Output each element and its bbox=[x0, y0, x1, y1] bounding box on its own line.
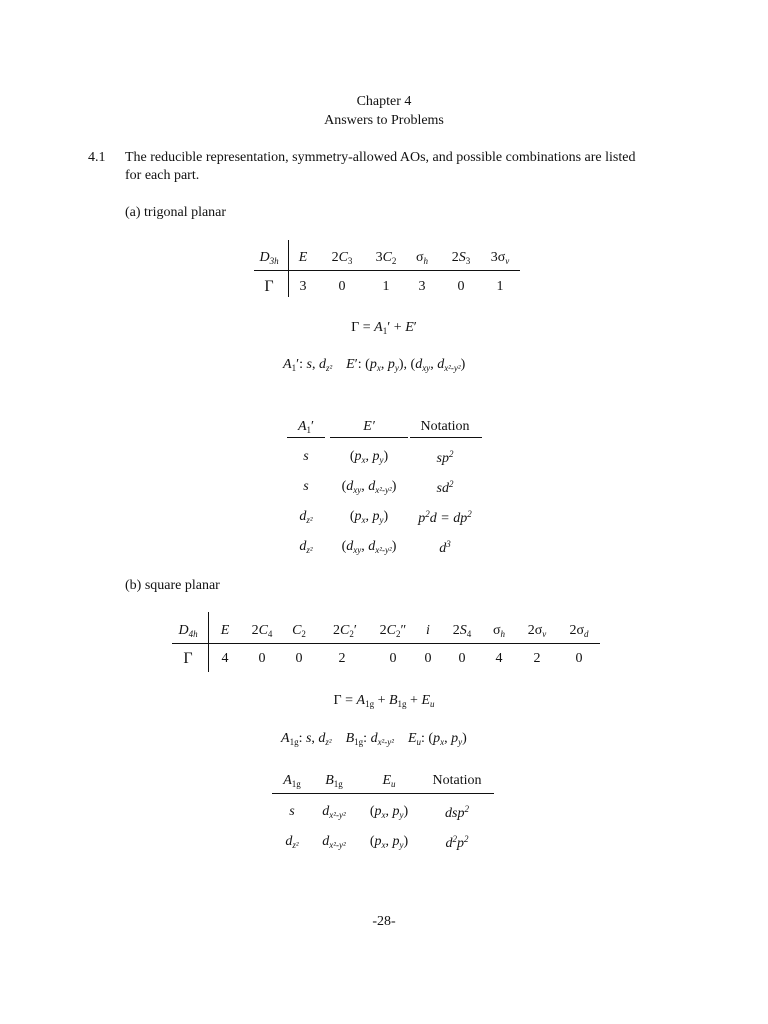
combo-cell: ($p_x$, $p_y$) bbox=[349, 449, 389, 465]
class-header: $2S_3$ bbox=[451, 250, 471, 266]
problem-text-line-1: The reducible representation, symmetry-allowed AOs, and possible combinations are listed bbox=[125, 150, 636, 165]
symmetry-orbitals-b: $A_{1g}$: s, $d_{z^2}$ $B_{1g}$: $d_{x^2-y^2}$ $E_u$: ($p_x$, $p_y$) bbox=[281, 731, 467, 747]
notation-cell: $p^2d = dp^2$ bbox=[418, 509, 472, 526]
combo-cell: $d_{x^2-y^2}$ bbox=[322, 834, 346, 850]
header-rule bbox=[287, 437, 325, 438]
reduction-equation-a: $\Gamma = A_1' + E'$ bbox=[351, 320, 417, 336]
notation-cell: $sp^2$ bbox=[436, 449, 454, 466]
gamma-value: 0 bbox=[295, 651, 303, 666]
gamma-value: 4 bbox=[221, 651, 229, 666]
table-divider-horizontal bbox=[172, 643, 600, 644]
gamma-value: 1 bbox=[382, 279, 390, 294]
class-header: $2C_4$ bbox=[251, 623, 273, 639]
combo-cell: ($p_x$, $p_y$) bbox=[349, 509, 389, 525]
combo-cell: $d_{z^2}$ bbox=[285, 834, 299, 850]
gamma-value: 0 bbox=[338, 279, 346, 294]
part-a-label: (a) trigonal planar bbox=[125, 205, 227, 220]
combo-cell: ($d_{xy}$, $d_{x^2-y^2}$) bbox=[341, 479, 397, 495]
column-header: Notation bbox=[420, 419, 470, 434]
class-header: $2\sigma_v$ bbox=[527, 623, 547, 639]
chapter-title: Chapter 4 bbox=[356, 94, 412, 109]
class-header: $\sigma_h$ bbox=[492, 623, 506, 639]
table-divider-vertical bbox=[288, 240, 289, 297]
gamma-label: Γ bbox=[183, 650, 193, 667]
combo-cell: s bbox=[289, 804, 295, 819]
part-b-label: (b) square planar bbox=[125, 578, 220, 593]
gamma-value: 0 bbox=[575, 651, 583, 666]
class-header: E bbox=[220, 623, 230, 638]
page-subtitle: Answers to Problems bbox=[324, 113, 444, 128]
gamma-value: 2 bbox=[533, 651, 541, 666]
symmetry-orbitals-a: $A_1'$: s, $d_{z^2}$ E′: ($p_x$, $p_y$), ($d_{xy}$, $d_{x^2-y^2}$) bbox=[283, 357, 466, 373]
combo-cell: $d_{z^2}$ bbox=[299, 509, 313, 525]
gamma-value: 4 bbox=[495, 651, 503, 666]
problem-text-line-2: for each part. bbox=[125, 168, 200, 183]
class-header: $3C_2$ bbox=[375, 250, 397, 266]
combo-cell: ($p_x$, $p_y$) bbox=[369, 804, 409, 820]
combo-cell: $d_{x^2-y^2}$ bbox=[322, 804, 346, 820]
gamma-label: Γ bbox=[264, 278, 274, 295]
combo-cell: s bbox=[303, 449, 309, 464]
gamma-value: 2 bbox=[338, 651, 346, 666]
class-header: $2\sigma_d$ bbox=[569, 623, 589, 639]
class-header: $2C_2'$ bbox=[333, 623, 357, 639]
class-header: i bbox=[426, 623, 430, 638]
point-group-label: $D_{3h}$ bbox=[259, 250, 279, 266]
reduction-equation-b: $\Gamma = A_{1g} + B_{1g} + E_u$ bbox=[333, 693, 435, 709]
gamma-value: 1 bbox=[496, 279, 504, 294]
gamma-value: 0 bbox=[458, 651, 466, 666]
gamma-value: 0 bbox=[424, 651, 432, 666]
table-divider-horizontal bbox=[254, 270, 520, 271]
notation-cell: $sd^2$ bbox=[436, 479, 454, 496]
gamma-value: 3 bbox=[299, 279, 307, 294]
class-header: $2C_2''$ bbox=[379, 623, 407, 639]
point-group-label: $D_{4h}$ bbox=[178, 623, 198, 639]
column-header: Notation bbox=[432, 773, 482, 788]
class-header: $2C_3$ bbox=[331, 250, 353, 266]
header-rule bbox=[330, 437, 408, 438]
gamma-value: 0 bbox=[457, 279, 465, 294]
gamma-value: 3 bbox=[418, 279, 426, 294]
notation-cell: $d^2p^2$ bbox=[445, 834, 469, 851]
table-divider-vertical bbox=[208, 612, 209, 672]
column-header: E′ bbox=[363, 419, 375, 434]
gamma-value: 0 bbox=[258, 651, 266, 666]
column-header: $E_u$ bbox=[382, 773, 396, 789]
class-header: $2S_4$ bbox=[452, 623, 472, 639]
column-header: $B_{1g}$ bbox=[325, 773, 343, 789]
problem-number: 4.1 bbox=[88, 150, 106, 165]
combo-cell: ($p_x$, $p_y$) bbox=[369, 834, 409, 850]
notation-cell: dsp$^2$ bbox=[445, 804, 469, 821]
class-header: $C_2$ bbox=[292, 623, 306, 639]
class-header: $\sigma_h$ bbox=[415, 250, 429, 266]
combo-cell: s bbox=[303, 479, 309, 494]
combo-cell: ($d_{xy}$, $d_{x^2-y^2}$) bbox=[341, 539, 397, 555]
combo-cell: $d_{z^2}$ bbox=[299, 539, 313, 555]
column-header: $A_{1g}$ bbox=[283, 773, 301, 789]
header-rule bbox=[272, 793, 494, 794]
column-header: $A_1'$ bbox=[297, 419, 315, 435]
notation-cell: $d^3$ bbox=[439, 539, 451, 556]
gamma-value: 0 bbox=[389, 651, 397, 666]
header-rule bbox=[410, 437, 482, 438]
class-header: E bbox=[298, 250, 308, 265]
class-header: $3\sigma_v$ bbox=[490, 250, 510, 266]
page-number: -28- bbox=[372, 914, 396, 929]
